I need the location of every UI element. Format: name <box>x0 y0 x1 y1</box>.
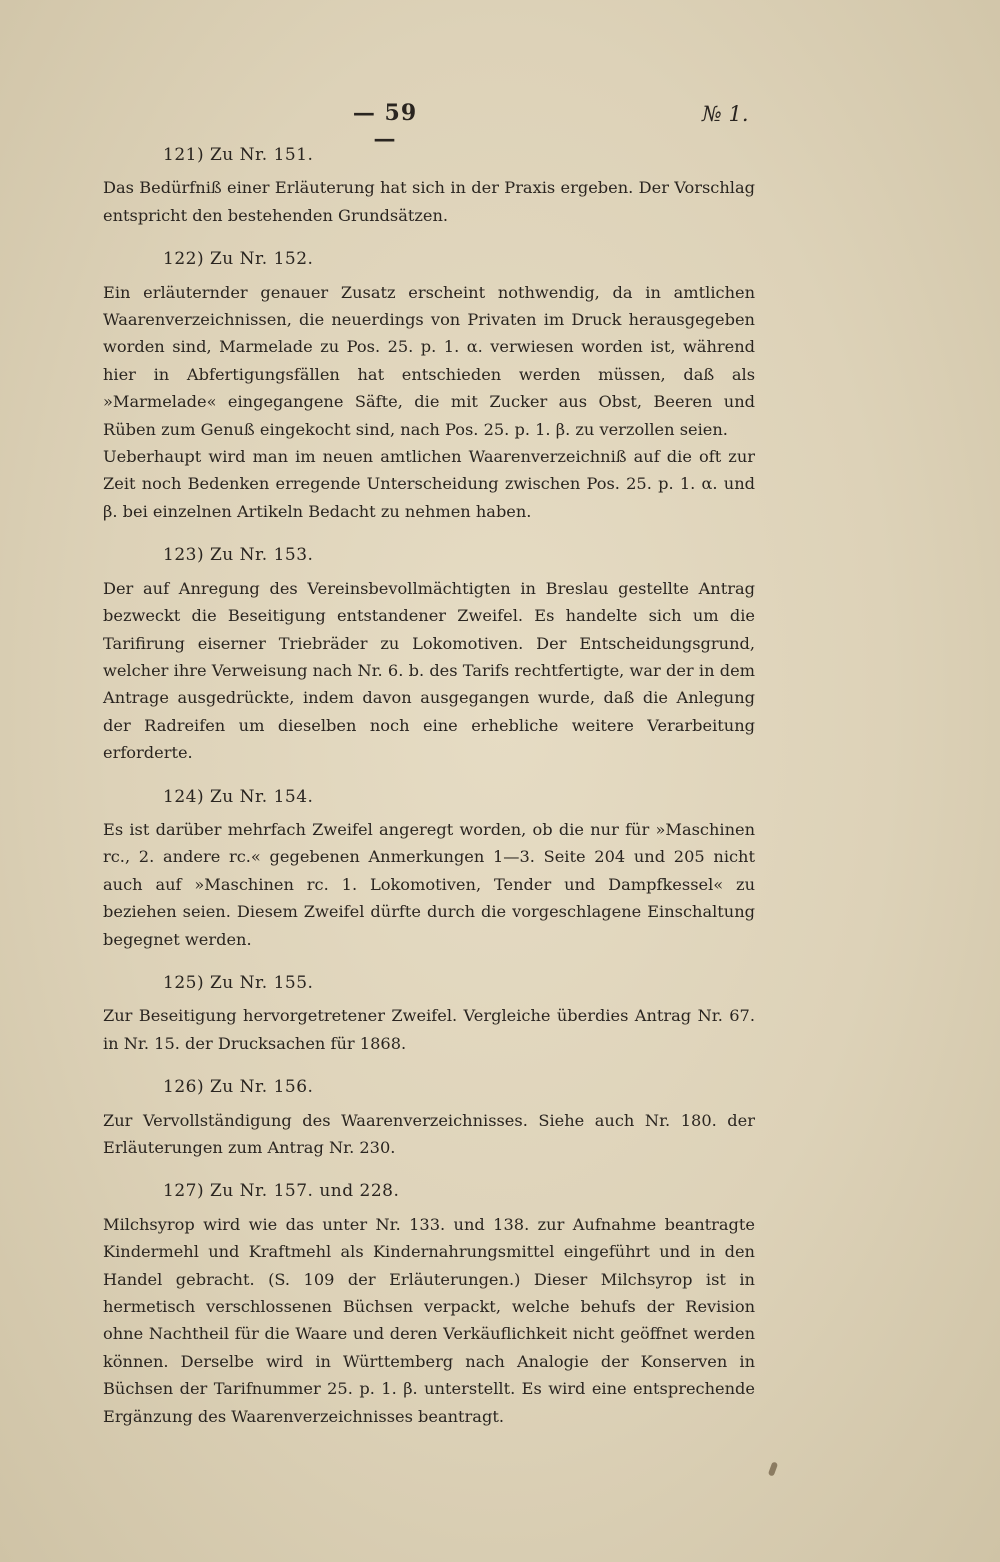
entry-124 <box>103 784 755 953</box>
document-number: № 1. <box>702 102 749 126</box>
entry-123 <box>103 542 755 766</box>
entry-125 <box>103 970 755 1057</box>
entry-paragraph: Ueberhaupt wird man im neuen amtlichen Waarenverzeichniß auf die oft zur Zeit noch Bedenken erregende Unterscheidung zwischen Pos. 25. p. 1. α. und β. bei einzelnen Artikeln Bedacht zu nehmen haben. <box>103 447 755 521</box>
entry-paragraph: Zur Beseitigung hervorgetretener Zweifel. Vergleiche überdies Antrag Nr. 67. in Nr. 15. der Drucksachen für 1868. <box>103 1006 755 1053</box>
entry-paragraph: Zur Vervollständigung des Waarenverzeichnisses. Siehe auch Nr. 180. der Erläuterungen zum Antrag Nr. 230. <box>103 1110 755 1157</box>
paper-blemish <box>768 1461 778 1476</box>
entry-heading: 126) Zu Nr. 156. <box>163 1077 314 1098</box>
entry-heading: 122) Zu Nr. 152. <box>163 249 314 270</box>
entry-paragraph: Milchsyrop wird wie das unter Nr. 133. und 138. zur Aufnahme beantragte Kindermehl und Kraftmehl als Kindernahrungsmittel eingeführt und in den Handel gebracht. (S. 109 der Erläuterungen.) Dieser Milchsyrop ist in hermetisch verschlossenen Büchsen verpackt, welche behufs der Revision ohne Nachtheil für die Waare und deren Verkäuflichkeit nicht geöffnet werden können. Derselbe wird in Württemberg nach Analogie der Konserven in Büchsen der Tarifnummer 25. p. 1. β. unterstellt. Es wird eine entsprechende Ergänzung des Waarenverzeichnisses beantragt. <box>103 1214 755 1426</box>
entry-paragraph: Ein erläuternder genauer Zusatz erscheint nothwendig, da in amtlichen Waarenverzeichnissen, die neuerdings von Privaten im Druck herausgegeben worden sind, Marmelade zu Pos. 25. p. 1. α. verwiesen worden ist, während hier in Abfertigungsfällen hat entschieden werden müssen, daß als »Marmelade« eingegangene Säfte, die mit Zucker aus Obst, Beeren und Rüben zum Genuß eingekocht sind, nach Pos. 25. p. 1. β. zu verzollen seien. <box>103 282 755 439</box>
entry-heading: 127) Zu Nr. 157. und 228. <box>163 1181 400 1202</box>
entry-heading: 123) Zu Nr. 153. <box>163 545 314 566</box>
entry-paragraph: Das Bedürfniß einer Erläuterung hat sich in der Praxis ergeben. Der Vorschlag entspricht den bestehenden Grundsätzen. <box>103 178 755 225</box>
entry-heading: 121) Zu Nr. 151. <box>163 145 314 165</box>
entry-paragraph: Der auf Anregung des Vereinsbevollmächtigten in Breslau gestellte Antrag bezweckt die Beseitigung entstandener Zweifel. Es handelte sich um die Tarifirung eiserner Triebräder zu Lokomotiven. Der Entscheidungsgrund, welcher ihre Verweisung nach Nr. 6. b. des Tarifs rechtfertigte, war der in dem Antrage ausgedrückte, indem davon ausgegangen wurde, daß die Anlegung der Radreifen um dieselben noch eine erhebliche weitere Verarbeitung erforderte. <box>103 578 755 763</box>
entry-122 <box>103 246 755 525</box>
page-number: — 59 — <box>352 100 418 152</box>
page-body <box>103 142 755 1430</box>
page-header <box>0 100 1000 152</box>
entry-heading: 124) Zu Nr. 154. <box>163 786 314 807</box>
entry-127 <box>103 1178 755 1430</box>
entry-126 <box>103 1074 755 1161</box>
entry-heading: 125) Zu Nr. 155. <box>163 972 314 993</box>
entry-paragraph: Es ist darüber mehrfach Zweifel angeregt worden, ob die nur für »Maschinen rc., 2. andere rc.« gegebenen Anmerkungen 1—3. Seite 204 und 205 nicht auch auf »Maschinen rc. 1. Lokomotiven, Tender und Dampfkessel« zu beziehen seien. Diesem Zweifel dürfte durch die vorgeschlagene Einschaltung begegnet werden. <box>103 819 755 949</box>
entry-121 <box>103 142 755 229</box>
